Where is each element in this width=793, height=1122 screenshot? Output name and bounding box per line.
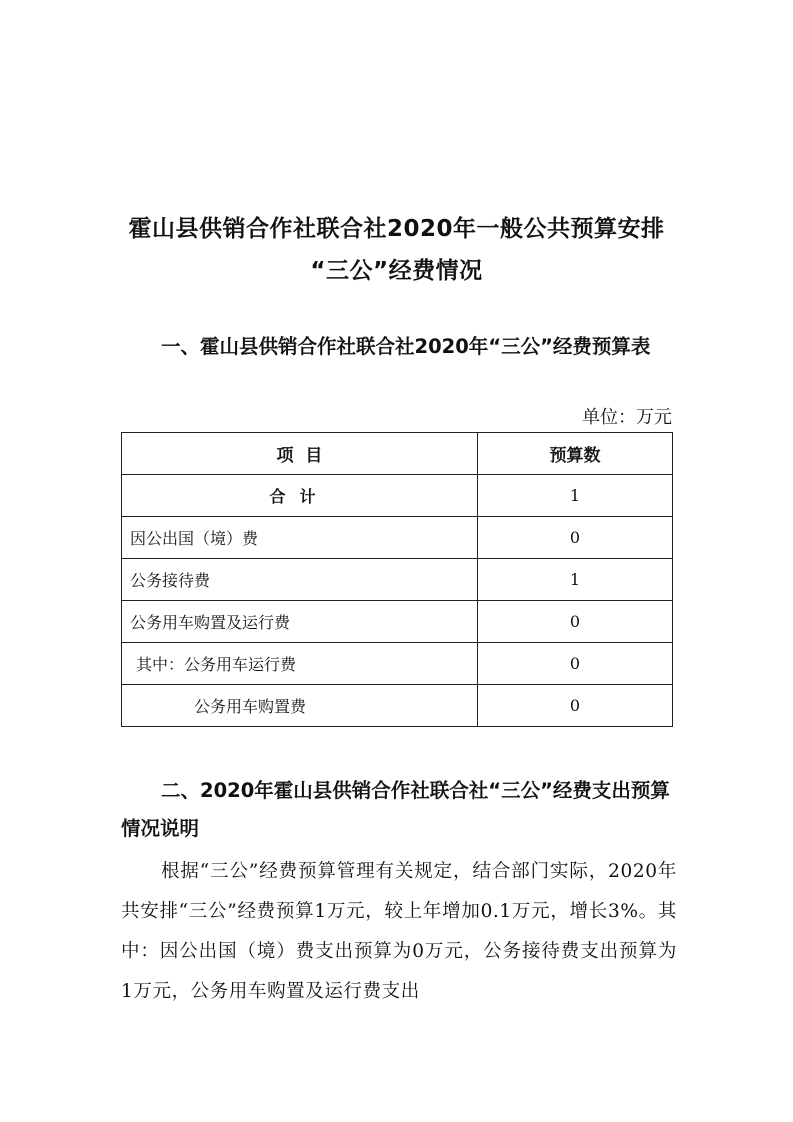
total-label: 合计 <box>122 475 478 517</box>
row-value: 0 <box>477 643 672 685</box>
row-label: 因公出国（境）费 <box>122 517 478 559</box>
section2-heading: 二、2020年霍山县供销合作社联合社“三公”经费支出预算情况说明 <box>121 779 670 840</box>
header-value: 预算数 <box>477 433 672 475</box>
row-value: 0 <box>477 685 672 727</box>
document-title <box>100 208 693 292</box>
row-label: 公务用车购置费 <box>122 685 478 727</box>
table-row <box>122 517 673 559</box>
section1-heading: 一、霍山县供销合作社联合社2020年“三公”经费预算表 <box>161 335 651 358</box>
section2-body: 根据“三公”经费预算管理有关规定，结合部门实际，2020年共安排“三公”经费预算1万元，较上年增加0.1万元，增长3%。其中：因公出国（境）费支出预算为0万元，公务接待费支出预算为1万元，公务用车购置及运行费支出 <box>121 861 677 1002</box>
table-header-row <box>122 433 673 475</box>
row-value: 0 <box>477 601 672 643</box>
title-line-1: 霍山县供销合作社联合社2020年一般公共预算安排 <box>128 216 665 242</box>
header-item: 项 目 <box>122 433 478 475</box>
row-label: 公务用车购置及运行费 <box>122 601 478 643</box>
table-row <box>122 643 673 685</box>
table-row <box>122 559 673 601</box>
title-line-2: “三公”经费情况 <box>310 258 483 284</box>
table-row <box>122 601 673 643</box>
table-row <box>122 685 673 727</box>
row-label: 公务接待费 <box>122 559 478 601</box>
budget-table <box>121 432 673 727</box>
row-value: 0 <box>477 517 672 559</box>
total-value: 1 <box>477 475 672 517</box>
unit-label: 单位：万元 <box>582 407 672 428</box>
row-value: 1 <box>477 559 672 601</box>
table-total-row <box>122 475 673 517</box>
row-label: 其中：公务用车运行费 <box>122 643 478 685</box>
